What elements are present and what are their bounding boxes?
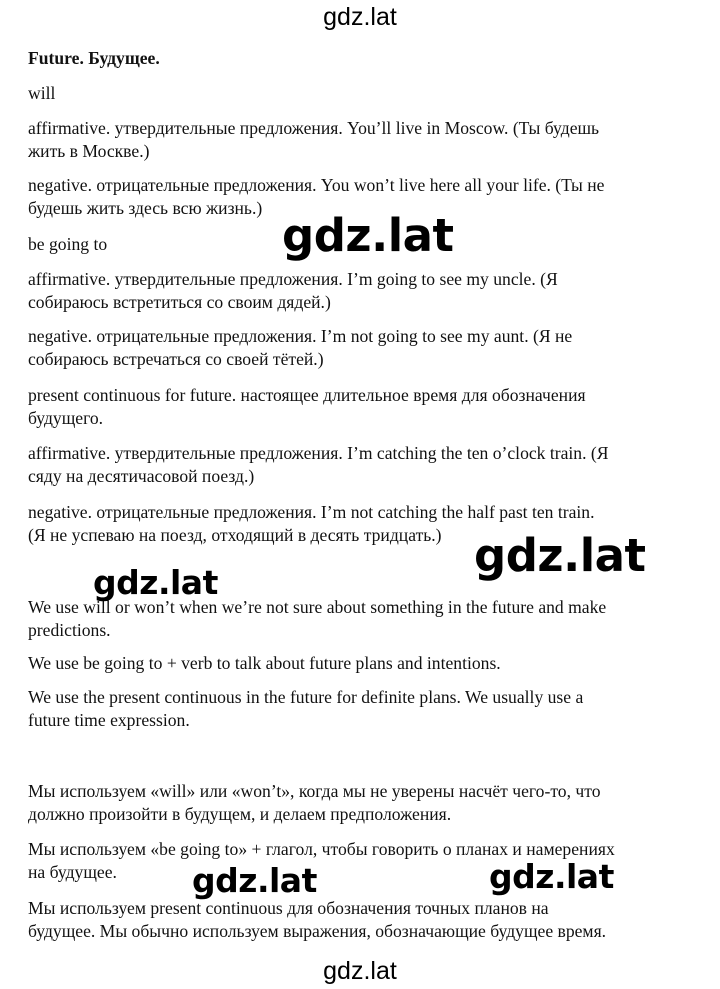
text-line: будущее. Мы обычно используем выражения, обозначающие будущее время. — [28, 921, 607, 941]
footer-watermark: gdz.lat — [323, 957, 397, 985]
text-line: negative. отрицательные предложения. I’m not going to see my aunt. (Я не — [28, 326, 573, 346]
watermark: gdz.lat — [474, 529, 646, 582]
text-line: на будущее. — [28, 862, 117, 882]
section-heading-present-continuous: present continuous for future. настоящее длительное время для обозначения — [28, 385, 586, 405]
text-line: affirmative. утвердительные предложения. I’m going to see my uncle. (Я — [28, 269, 558, 289]
text-line: future time expression. — [28, 710, 190, 730]
text-line: We use be going to + verb to talk about future plans and intentions. — [28, 653, 501, 673]
text-line: жить в Москве.) — [28, 141, 150, 161]
text-line: negative. отрицательные предложения. You won’t live here all your life. (Ты не — [28, 175, 605, 195]
text-line: We use the present continuous in the future for definite plans. We usually use a — [28, 687, 584, 707]
watermark: gdz.lat — [489, 857, 614, 896]
text-line: собираюсь встретиться со своим дядей.) — [28, 292, 331, 312]
text-line: будешь жить здесь всю жизнь.) — [28, 198, 263, 218]
text-line: predictions. — [28, 620, 111, 640]
text-line: (Я не успеваю на поезд, отходящий в десять тридцать.) — [28, 525, 442, 545]
document-title: Future. Будущее. — [28, 48, 160, 68]
text-line: negative. отрицательные предложения. I’m not catching the half past ten train. — [28, 502, 595, 522]
text-line: affirmative. утвердительные предложения. I’m catching the ten o’clock train. (Я — [28, 443, 609, 463]
section-heading-will: will — [28, 83, 56, 103]
text-line: Мы используем «will» или «won’t», когда мы не уверены насчёт чего-то, что — [28, 781, 601, 801]
watermark: gdz.lat — [282, 209, 454, 262]
section-heading-be-going-to: be going to — [28, 234, 108, 254]
text-line: сяду на десятичасовой поезд.) — [28, 466, 255, 486]
text-line: Мы используем «be going to» + глагол, чтобы говорить о планах и намерениях — [28, 839, 615, 859]
text-line: We use will or won’t when we’re not sure about something in the future and make — [28, 597, 607, 617]
header-watermark: gdz.lat — [323, 3, 397, 31]
text-line: будущего. — [28, 408, 104, 428]
watermark: gdz.lat — [192, 861, 317, 900]
text-line: Мы используем present continuous для обозначения точных планов на — [28, 898, 549, 918]
text-line: должно произойти в будущем, и делаем предположения. — [28, 804, 452, 824]
watermark: gdz.lat — [93, 563, 218, 602]
text-line: affirmative. утвердительные предложения. You’ll live in Moscow. (Ты будешь — [28, 118, 600, 138]
text-line: собираюсь встречаться со своей тётей.) — [28, 349, 324, 369]
